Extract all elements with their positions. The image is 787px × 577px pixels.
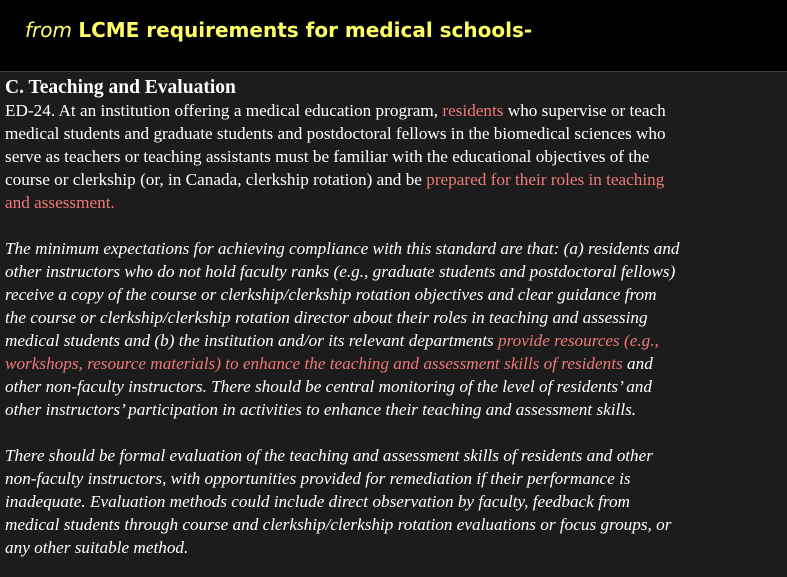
header-title-text: LCME requirements for medical schools- bbox=[78, 18, 533, 42]
expectations-line: the course or clerkship/clerkship rotation director about their roles in teaching and assessing bbox=[5, 308, 648, 327]
expectations-line: receive a copy of the course or clerkship/clerkship rotation objectives and clear guidance from bbox=[5, 285, 657, 304]
standard-text: ED-24. At an institution offering a medical education program, bbox=[5, 101, 443, 120]
slide-header bbox=[0, 0, 787, 66]
standard-text: who supervise or teach bbox=[503, 101, 666, 120]
expectations-paragraph bbox=[5, 237, 787, 421]
standard-line bbox=[5, 99, 787, 122]
evaluation-line: non-faculty instructors, with opportunities provided for remediation if their performance is bbox=[5, 469, 631, 488]
evaluation-line: inadequate. Evaluation methods could include direct observation by faculty, feedback from bbox=[5, 492, 630, 511]
expectations-line bbox=[5, 352, 787, 375]
evaluation-line: any other suitable method. bbox=[5, 538, 189, 557]
document-body bbox=[5, 76, 787, 559]
highlight-workshops: workshops, resource materials) to enhance the teaching and assessment skills of residents bbox=[5, 354, 623, 373]
highlight-assessment: and assessment. bbox=[5, 193, 115, 212]
evaluation-line: There should be formal evaluation of the teaching and assessment skills of residents and other bbox=[5, 446, 653, 465]
expectations-line bbox=[5, 329, 787, 352]
paragraph-gap bbox=[5, 421, 787, 444]
expectations-text: medical students and (b) the institution and/or its relevant departments bbox=[5, 331, 498, 350]
evaluation-line: medical students through course and clerkship/clerkship rotation evaluations or focus groups, or bbox=[5, 515, 672, 534]
expectations-line: other instructors’ participation in activities to enhance their teaching and assessment skills. bbox=[5, 400, 637, 419]
section-heading: C. Teaching and Evaluation bbox=[5, 77, 236, 98]
expectations-line: other non-faculty instructors. There should be central monitoring of the level of residents’ and bbox=[5, 377, 652, 396]
expectations-line: The minimum expectations for achieving compliance with this standard are that: (a) residents and bbox=[5, 239, 680, 258]
standard-line: serve as teachers or teaching assistants must be familiar with the educational objectives of the bbox=[5, 147, 650, 166]
document-excerpt bbox=[0, 71, 787, 577]
standard-line: medical students and graduate students and postdoctoral fellows in the biomedical sciences who bbox=[5, 124, 666, 143]
highlight-residents: residents bbox=[442, 101, 504, 120]
expectations-text: and bbox=[622, 354, 653, 373]
evaluation-paragraph bbox=[5, 444, 787, 559]
standard-text: course or clerkship (or, in Canada, clerkship rotation) and be bbox=[5, 170, 427, 189]
standard-paragraph bbox=[5, 99, 787, 214]
header-from-label: from bbox=[25, 18, 72, 42]
expectations-line: other instructors who do not hold faculty ranks (e.g., graduate students and postdoctoral fellows) bbox=[5, 262, 676, 281]
standard-line bbox=[5, 168, 787, 191]
paragraph-gap bbox=[5, 214, 787, 237]
highlight-prepared-roles: prepared for their roles in teaching bbox=[426, 170, 665, 189]
header-title bbox=[25, 16, 532, 44]
highlight-provide-resources: provide resources (e.g., bbox=[497, 331, 659, 350]
